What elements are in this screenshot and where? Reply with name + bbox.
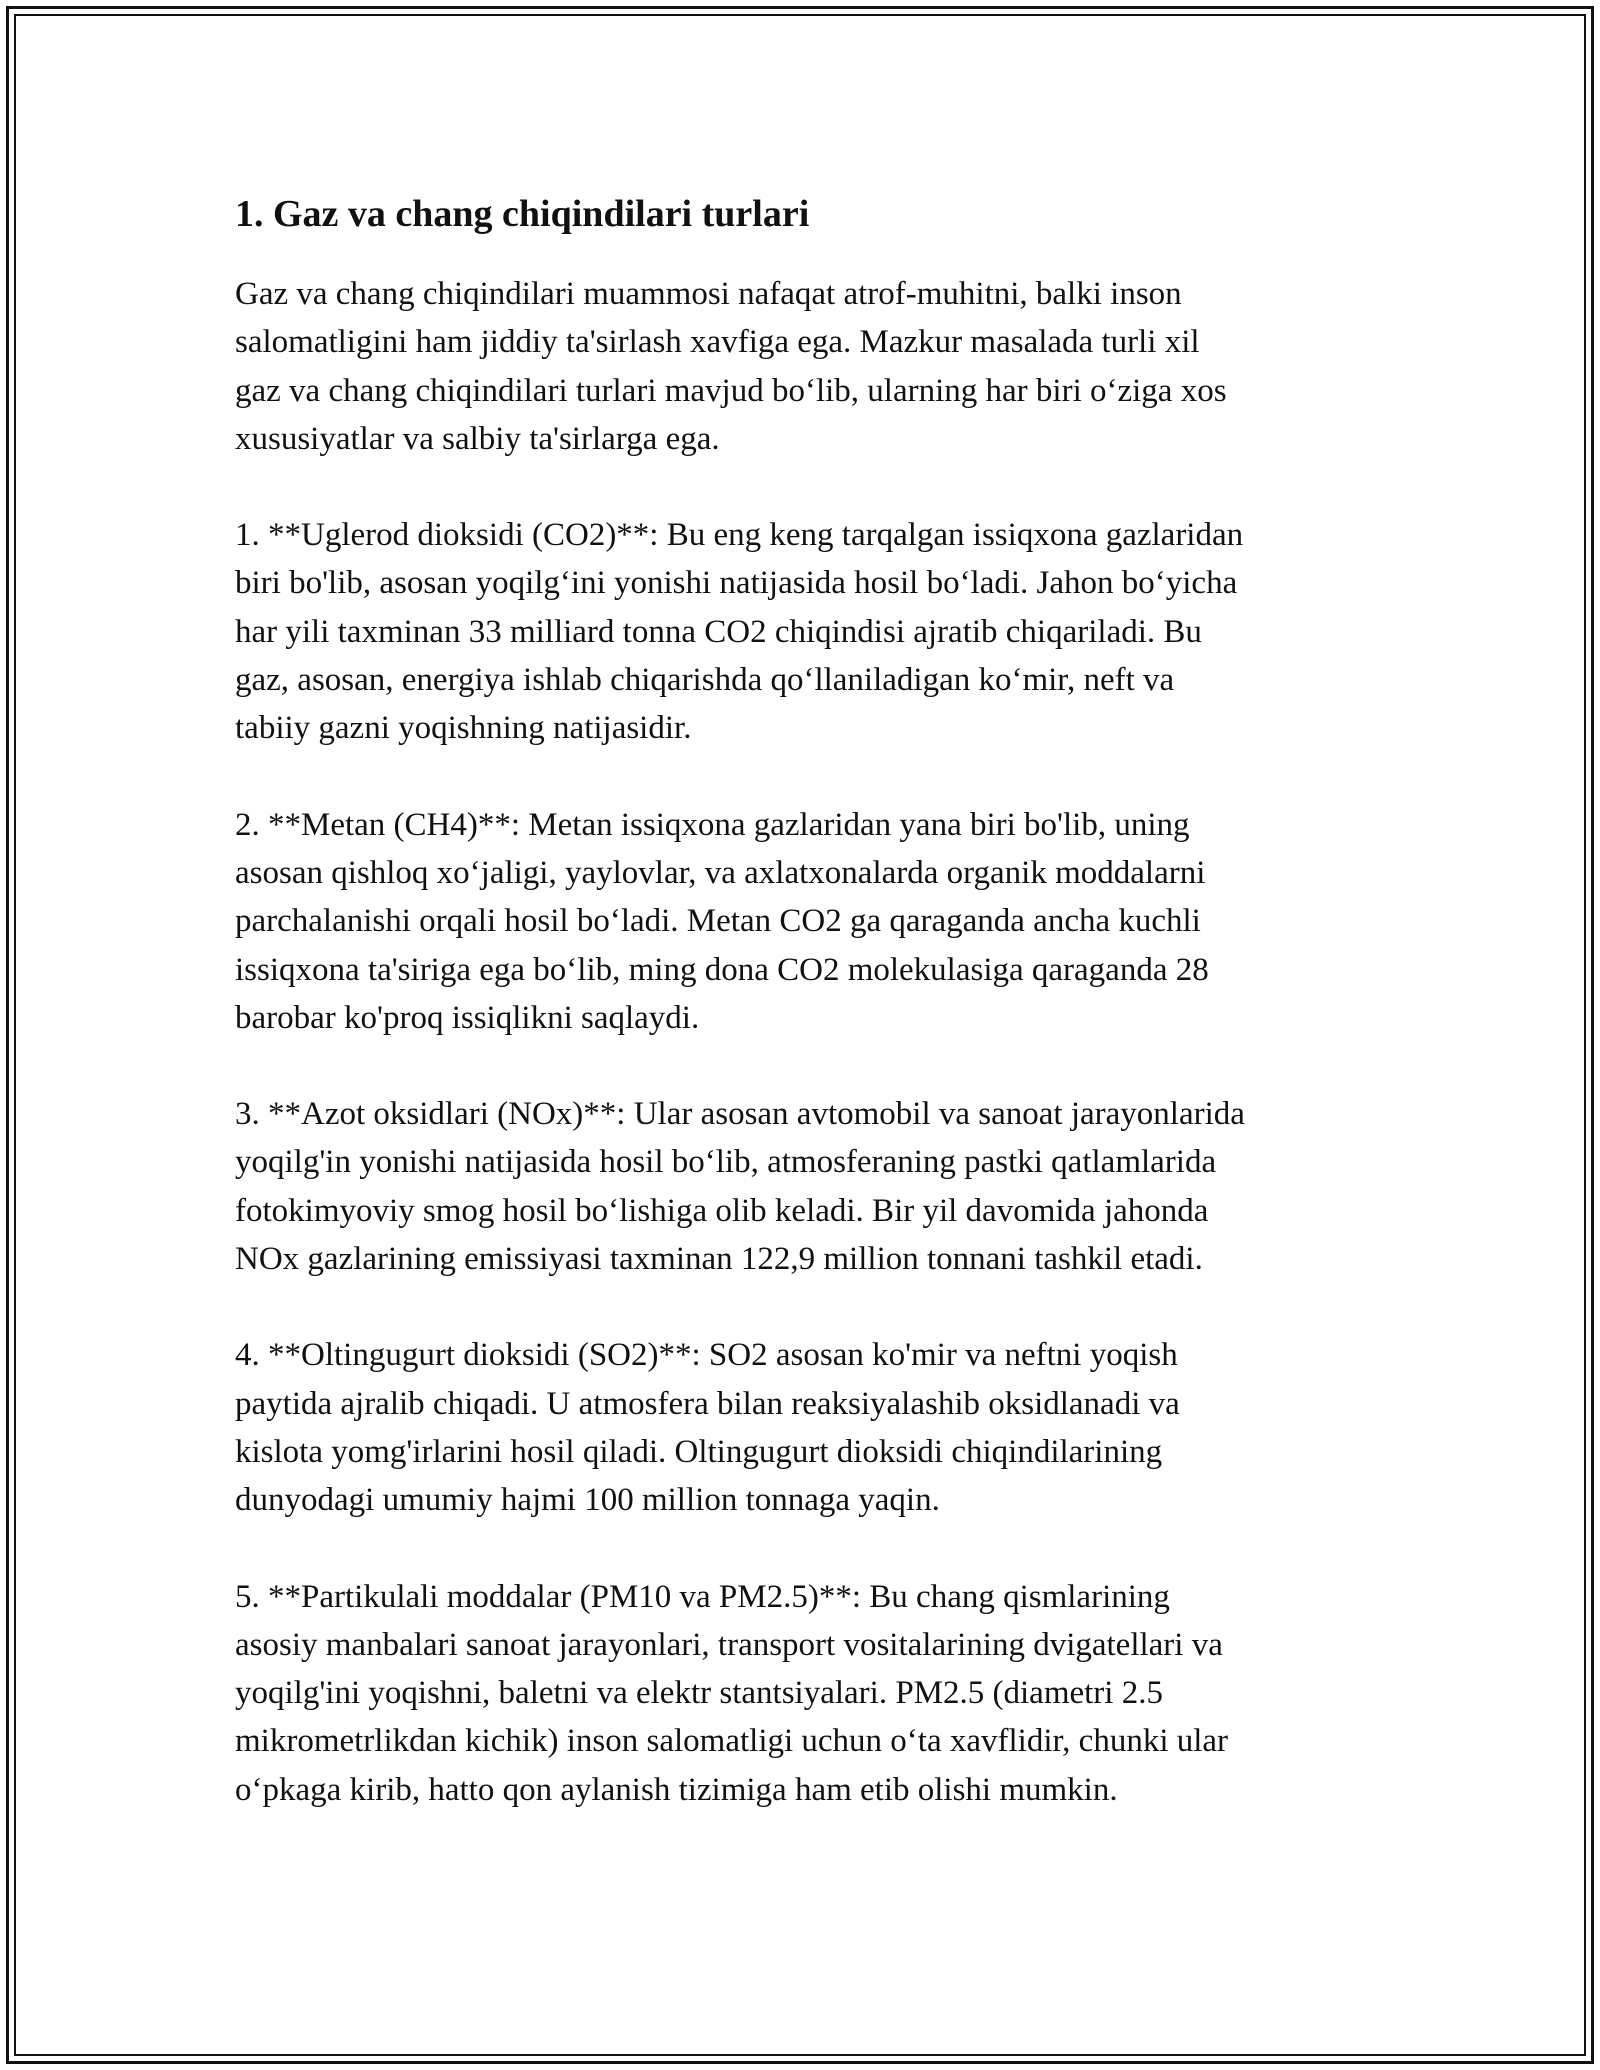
nox-paragraph: 3. **Azot oksidlari (NOx)**: Ular asosan avtomobil va sanoat jarayonlarida yoqilg'in yonishi natijasida hosil bo‘lib, atmosferaning pastki qatlamlarida fotokimyoviy smog hosil bo‘lishiga olib keladi. Bir yil davomida jahonda NOx gazlarining emissiyasi taxminan 122,9 million tonnani tashkil etadi. [235,1096,1245,1278]
co2-paragraph: 1. **Uglerod dioksidi (CO2)**: Bu eng keng tarqalgan issiqxona gazlaridan biri bo'lib, asosan yoqilg‘ini yonishi natijasida hosil bo‘ladi. Jahon bo‘yicha har yili taxminan 33 milliard tonna CO2 chiqindisi ajratib chiqariladi. Bu gaz, asosan, energiya ishlab chiqarishda qo‘llaniladigan ko‘mir, neft va tabiiy gazni yoqishning natijasidir. [235,517,1244,747]
methane-paragraph: 2. **Metan (CH4)**: Metan issiqxona gazlaridan yana biri bo'lib, uning asosan qishloq xo‘jaligi, yaylovlar, va axlatxonalarda organik moddalarni parchalanishi orqali hosil bo‘ladi. Metan CO2 ga qaraganda ancha kuchli issiqxona ta'siriga ega bo‘lib, ming dona CO2 molekulasiga qaraganda 28 barobar ko'proq issiqlikni saqlaydi. [235,806,1209,1036]
intro-paragraph: Gaz va chang chiqindilari muammosi nafaqat atrof-muhitni, balki inson salomatligini ham jiddiy ta'sirlash xavfiga ega. Mazkur masalada turli xil gaz va chang chiqindilari turlari mavjud bo‘lib, ularning har biri o‘ziga xos xususiyatlar va salbiy ta'sirlarga ega. [235,276,1227,457]
document-body [235,184,1385,1862]
so2-paragraph: 4. **Oltingugurt dioksidi (SO2)**: SO2 asosan ko'mir va neftni yoqish paytida ajralib chiqadi. U atmosfera bilan reaksiyalashib oksidlanadi va kislota yomg'irlarini hosil qiladi. Oltingugurt dioksidi chiqindilarining dunyodagi umumiy hajmi 100 million tonnaga yaqin. [235,1337,1180,1519]
particulate-paragraph: 5. **Partikulali moddalar (PM10 va PM2.5)**: Bu chang qismlarining asosiy manbalari sanoat jarayonlari, transport vositalarining dvigatellari va yoqilg'ini yoqishni, baletni va elektr stantsiyalari. PM2.5 (diametri 2.5 mikrometrlikdan kichik) inson salomatligi uchun o‘ta xavflidir, chunki ular o‘pkaga kirib, hatto qon aylanish tizimiga ham etib olishi mumkin. [235,1578,1229,1808]
section-heading: 1. Gaz va chang chiqindilari turlari [235,193,810,235]
